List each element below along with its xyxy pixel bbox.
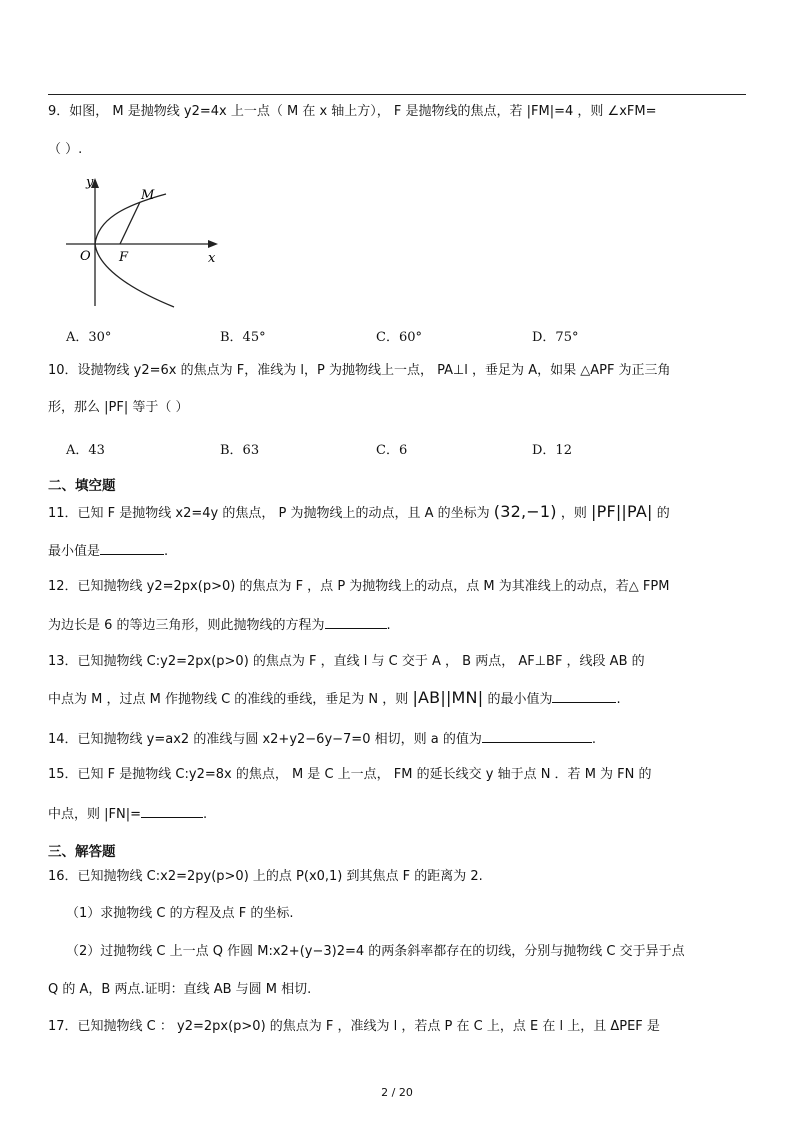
q11-text-a: 11．已知 F 是抛物线 x2=4y 的焦点， P 为抛物线上的动点，且 A 的坐标为 [48,506,490,521]
q13-line2-end: . [616,692,621,707]
section-solution-title: 三、解答题 [48,844,116,860]
q11-answer-blank[interactable] [100,541,164,555]
q15-line2 [48,804,207,824]
q17-line1: 17．已知抛物线 C ： y2=2px(p>0) 的焦点为 F ，准线为 l ，若点 P 在 C 上，点 E 在 l 上，且 ΔPEF 是 [48,1019,660,1034]
q11-line1 [48,503,670,523]
q9-line1: 9．如图， M 是抛物线 y2=4x 上一点（ M 在 x 轴上方）， F 是抛物线的焦点，若 |FM|=4 ，则 ∠xFM= [48,104,657,119]
q13-line2-text-c: 的最小值为 [487,692,553,707]
header-rule [48,94,746,95]
q9-line2: （ ）. [48,142,83,157]
q16-part2-line1: （2）过抛物线 C 上一点 Q 作圆 M:x2+(y−3)2=4 的两条斜率都存在的切线，分别与抛物线 C 交于异于点 [66,944,685,959]
q16-line1: 16．已知抛物线 C:x2=2py(p>0) 上的点 P(x0,1) 到其焦点 F 的距离为 2. [48,869,483,884]
q11-ratio: |PF||PA| [591,502,653,521]
parabola-figure [62,172,222,316]
q13-line2 [48,689,621,709]
q12-line2-end: . [386,618,391,633]
q12-line1: 12．已知抛物线 y2=2px(p>0) 的焦点为 F ，点 P 为抛物线上的动点，点 M 为其准线上的动点，若△ FPM [48,579,670,594]
q14-answer-blank[interactable] [482,729,592,743]
q15-line2-end: . [203,807,208,822]
q16-part1: （1）求抛物线 C 的方程及点 F 的坐标. [66,906,294,921]
focus-label: F [119,250,129,265]
q11-line2-text: 最小值是 [48,544,101,559]
point-m-label: M [141,188,155,203]
x-axis-label: x [208,251,216,266]
q13-line1: 13．已知抛物线 C:y2=2px(p>0) 的焦点为 F ，直线 l 与 C 交于 A ， B 两点， AF⊥BF ，线段 AB 的 [48,654,645,669]
y-axis-label: y [86,175,94,190]
q10-option-c: C．6 [376,443,408,458]
q11-line2-end: . [164,544,169,559]
q10-option-a: A．43 [66,443,105,458]
q10-option-b: B．63 [220,443,260,458]
q9-option-a: A．30° [66,330,112,345]
q16-part2-line2: Q 的 A，B 两点.证明：直线 AB 与圆 M 相切. [48,982,312,997]
q13-line2-text: 中点为 M ，过点 M 作抛物线 C 的准线的垂线，垂足为 N ，则 [48,692,409,707]
q12-answer-blank[interactable] [325,615,387,629]
q9-option-d: D．75° [532,330,579,345]
section-fill-in-blank-title: 二、填空题 [48,478,116,494]
q11-text-c: ，则 [560,506,587,521]
page-number: 2 / 20 [381,1086,413,1099]
q9-option-b: B．45° [220,330,266,345]
q14-line1-end: . [591,732,596,747]
q10-line2: 形，那么 |PF| 等于（ ） [48,400,189,415]
q10-line1: 10．设抛物线 y2=6x 的焦点为 F，准线为 l，P 为抛物线上一点， PA⊥l ，垂足为 A，如果 △APF 为正三角 [48,363,671,378]
q10-option-d: D．12 [532,443,572,458]
q15-line1: 15．已知 F 是抛物线 C:y2=8x 的焦点， M 是 C 上一点， FM 的延长线交 y 轴于点 N ．若 M 为 FN 的 [48,767,652,782]
q14-line1 [48,729,596,749]
q15-answer-blank[interactable] [141,804,203,818]
q13-ratio: |AB||MN| [412,688,484,707]
q9-option-c: C．60° [376,330,422,345]
q15-line2-text: 中点，则 |FN|= [48,807,141,822]
q12-line2 [48,615,391,635]
origin-label: O [80,249,91,264]
q13-answer-blank[interactable] [552,689,616,703]
q14-line1-text: 14．已知抛物线 y=ax2 的准线与圆 x2+y2−6y−7=0 相切，则 a 的值为 [48,732,482,747]
q12-line2-text: 为边长是 6 的等边三角形，则此抛物线的方程为 [48,618,325,633]
q11-point-a: (32,−1) [493,502,557,521]
q11-line2 [48,541,168,561]
q11-text-e: 的 [656,506,670,521]
